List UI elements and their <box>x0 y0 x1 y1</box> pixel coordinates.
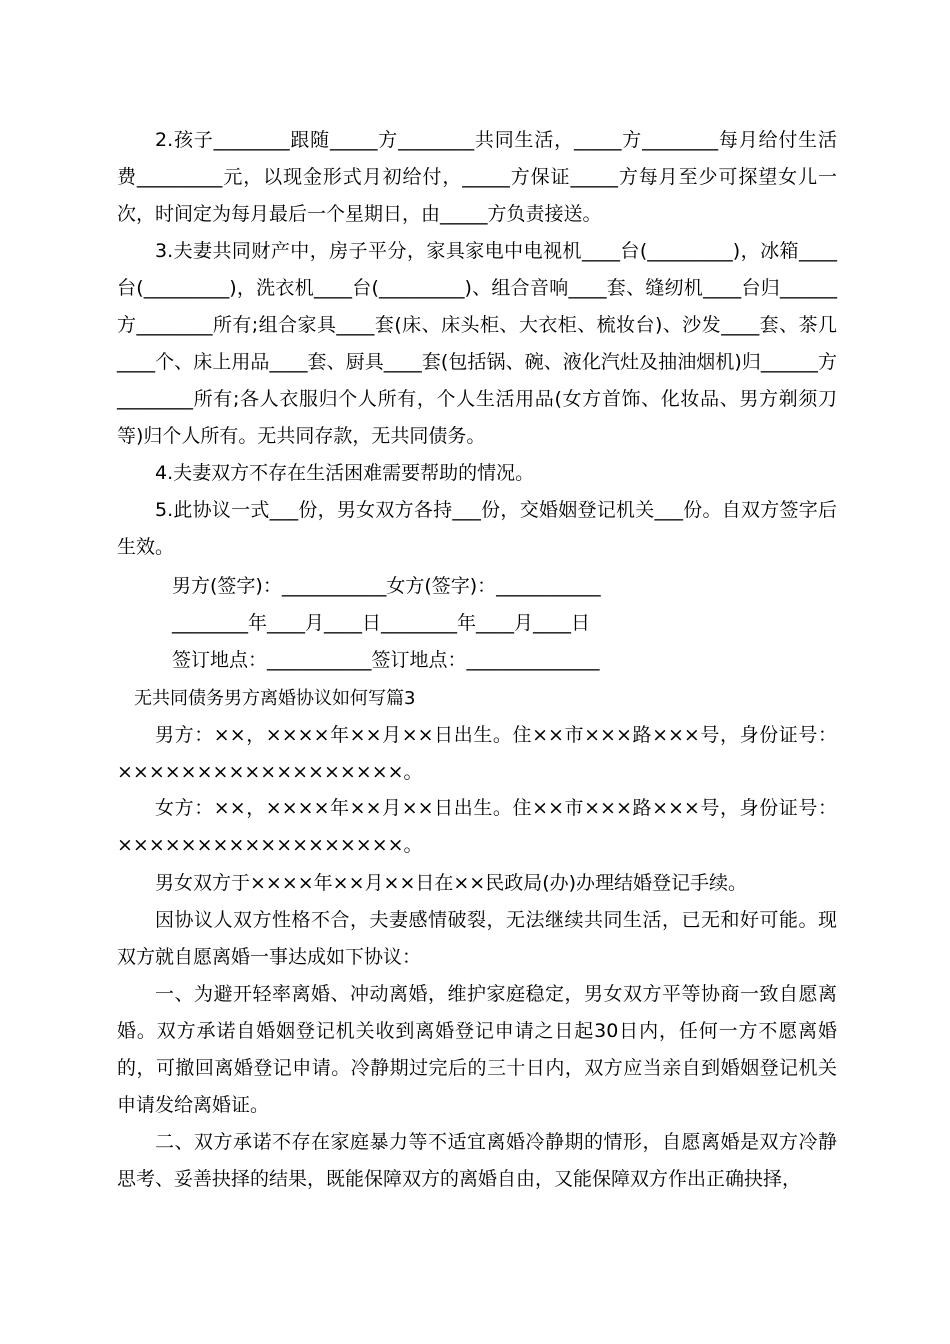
signing-place-line: 签订地点：___________签订地点：______________ <box>172 649 600 671</box>
paragraph-divorce-reason: 因协议人双方性格不合，夫妻感情破裂，无法继续共同生活，已无和好可能。现双方就自愿离婚一事达成如下协议： <box>117 909 837 968</box>
paragraph-no-hardship: 4.夫妻双方不存在生活困难需要帮助的情况。 <box>155 462 535 484</box>
section-heading: 无共同债务男方离婚协议如何写篇3 <box>134 688 416 709</box>
paragraph-copies: 5.此协议一式___份，男女双方各持___份，交婚姻登记机关___份。自双方签字后生效。 <box>117 499 837 558</box>
paragraph-male-info: 男方：××，××××年××月××日出生。住××市×××路×××号，身份证号：××××××××××××××××××。 <box>117 724 837 783</box>
signature-line: 男方(签字)：___________女方(签字)：___________ <box>172 575 601 597</box>
paragraph-child-custody: 2.孩子________跟随_____方________共同生活，_____方________每月给付生活费_________元，以现金形式月初给付，_____方保证_____方每月至少可探望女儿一次，时间定为每月最后一个星期日，由_____方负责接送。 <box>117 129 837 225</box>
paragraph-clause-two: 二、双方承诺不存在家庭暴力等不适宜离婚冷静期的情形，自愿离婚是双方冷静思考、妥善抉择的结果，既能保障双方的离婚自由，又能保障双方作出正确抉择， <box>117 1131 837 1190</box>
paragraph-marriage-registration: 男女双方于××××年××月××日在××民政局(办)办理结婚登记手续。 <box>155 872 748 894</box>
date-line: ________年____月____日________年____月____日 <box>172 612 591 634</box>
paragraph-clause-one: 一、为避开轻率离婚、冲动离婚，维护家庭稳定，男女双方平等协商一致自愿离婚。双方承诺自婚姻登记机关收到离婚登记申请之日起30日内，任何一方不愿离婚的，可撤回离婚登记申请。冷静期过完后的三十日内，双方应当亲自到婚姻登记机关申请发给离婚证。 <box>117 983 837 1116</box>
paragraph-property-division: 3.夫妻共同财产中，房子平分，家具家电中电视机____台(_________)，冰箱____台(_________)，洗衣机____台(_________)、组合音响____套、缝纫机____台归______方________所有;组合家具____套(床、床头柜、大衣柜、梳妆台)、沙发____套、茶几____个、床上用品____套、厨具____套(包括锅、碗、液化汽灶及抽油烟机)归______方________所有;各人衣服归个人所有，个人生活用品(女方首饰、化妆品、男方剃须刀等)归个人所有。无共同存款，无共同债务。 <box>117 240 837 447</box>
paragraph-female-info: 女方：××，××××年××月××日出生。住××市×××路×××号，身份证号：××××××××××××××××××。 <box>117 797 837 856</box>
